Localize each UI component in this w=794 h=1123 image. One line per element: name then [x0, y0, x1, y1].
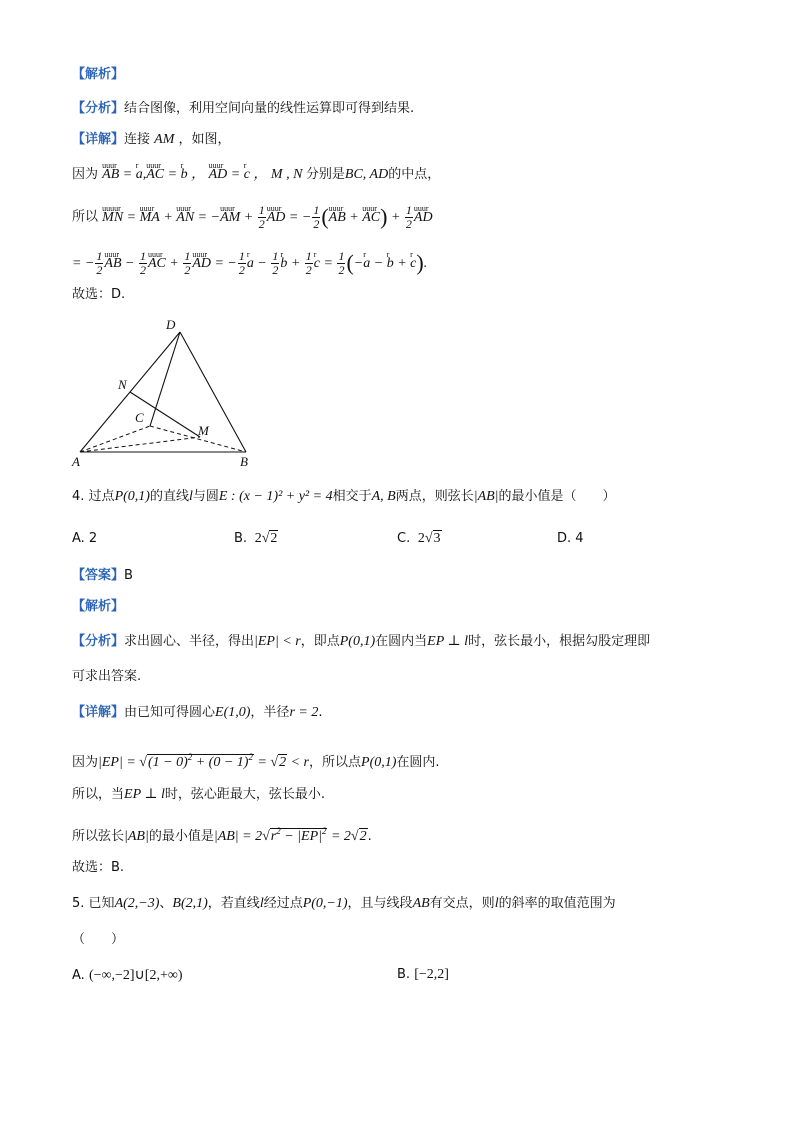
- q4-text-5: 两点，则弦长: [395, 489, 474, 504]
- answer-tag: 【答案】: [72, 568, 125, 583]
- xiangjie-text: 连接: [124, 132, 151, 147]
- q4-minval-1: 所以弦长: [72, 829, 125, 844]
- q5-option-b-label: B.: [397, 967, 411, 982]
- q4-inside-1: ，所以点: [309, 755, 362, 770]
- q4-conclusion-perp: EP ⊥ l: [124, 787, 165, 802]
- q5-text-1: 已知: [88, 896, 115, 911]
- q4-text-1: 过点: [88, 489, 115, 504]
- midpoints-end: 的中点，: [388, 167, 441, 182]
- q4-minval-2: 的最小值是: [148, 829, 214, 844]
- segments-bc-ad: BC, AD: [344, 167, 389, 182]
- q3-jiexi-heading: 【解析】: [72, 67, 125, 82]
- q5-stem: [72, 895, 616, 913]
- q4-conclusion-1: 所以，当: [72, 787, 125, 802]
- q4-circle-eq: E : (x − 1)² + y² = 4: [218, 489, 333, 504]
- q4-ep-lt-r: |EP| < r: [254, 634, 301, 649]
- q3-xiangjie: [72, 131, 231, 149]
- tetrahedron-figure: [66, 314, 266, 472]
- q4-fenxi-3: 在圆内当: [375, 634, 428, 649]
- q3-mn-expansion: [72, 204, 433, 231]
- q4-abs-ab: |AB|: [473, 489, 499, 504]
- q5-option-b-value: [−2,2]: [414, 967, 449, 982]
- q5-option-a-label: A.: [72, 968, 85, 983]
- xiangjie-tag: 【详解】: [72, 132, 125, 147]
- q4-option-b-value: 2√2: [251, 531, 278, 546]
- fenxi-tag: 【分析】: [72, 101, 125, 116]
- q4-text-6: 的最小值是（ ）: [498, 489, 616, 504]
- q5-option-a-value: (−∞,−2]∪[2,+∞): [88, 968, 183, 983]
- q4-fenxi-2: ，即点: [300, 634, 340, 649]
- label-b: B: [240, 454, 248, 469]
- q4-fenxi-line-2: 可求出答案.: [72, 669, 142, 684]
- q4-text-2: 的直线: [149, 489, 189, 504]
- q4-fenxi-1: 求出圆心、半径，得出: [124, 634, 255, 649]
- q4-option-a: A. 2: [72, 531, 98, 546]
- q4-inside-point: P(0,1): [361, 755, 397, 770]
- q5-text-6: 的斜率的取值范围为: [498, 896, 616, 911]
- q3-answer: 故选：D.: [72, 287, 126, 302]
- q4-option-c-value: 2√3: [414, 531, 441, 546]
- label-m: M: [198, 423, 209, 438]
- q5-option-b: [397, 967, 449, 983]
- q4-fenxi-4: 时，弦长最小，根据勾股定理即: [468, 634, 651, 649]
- q4-option-c-label: C.: [397, 531, 411, 546]
- q4-point-p: P(0,1): [114, 489, 150, 504]
- q5-sep: 、: [159, 896, 173, 911]
- q4-line-l: l: [188, 489, 193, 504]
- q4-distance-line: [72, 748, 440, 772]
- edge-dc: [150, 332, 180, 426]
- q4-xiangjie-1: 由已知可得圆心: [124, 705, 216, 720]
- label-c: C: [135, 410, 144, 425]
- q4-option-b: [234, 531, 278, 547]
- q4-xiangjie-2: ，半径: [250, 705, 290, 720]
- q4-text-3: 与圆: [192, 489, 219, 504]
- q5-line-l-2: l: [494, 896, 499, 911]
- q5-option-a: [72, 967, 182, 984]
- q5-line-l: l: [259, 896, 264, 911]
- q5-text-4: ，且与线段: [347, 896, 413, 911]
- q5-text-5: 有交点，则: [429, 896, 495, 911]
- q3-fenxi: [72, 100, 414, 118]
- midpoints-text: 分别是: [305, 167, 345, 182]
- mn-equation-2: = − $\frac{1}{2}$ uuur AB − $\frac{1}{2}$ uuur AC + $\frac{1}{2}$ uuur AD = − $\frac{1}{2}$ r a − $\frac{1}{2}$ r b + $\frac{1}{2}$ r c = $\frac{1}{2}$ (−r a − r b + r c).: [72, 256, 427, 271]
- q4-fenxi-tag: 【分析】: [72, 634, 125, 649]
- q4-option-c: [397, 531, 442, 547]
- q4-answer: [72, 567, 133, 585]
- answer-value: B: [124, 568, 133, 583]
- q4-minval-ab: |AB|: [124, 829, 149, 844]
- q5-paren: （ ）: [72, 932, 125, 947]
- q4-guxuan: 故选：B.: [72, 860, 125, 875]
- q5-number: 5.: [72, 896, 85, 911]
- q4-radius: r = 2: [289, 705, 319, 720]
- label-a: A: [72, 454, 80, 469]
- q4-stem: [72, 488, 616, 506]
- q3-mn-expansion-2: [72, 250, 427, 277]
- q5-text-2: ，若直线: [207, 896, 260, 911]
- q5-point-a: A(2,−3): [114, 896, 160, 911]
- q4-text-4: 相交于: [332, 489, 372, 504]
- q3-vectors-line: [72, 166, 440, 184]
- mn-equation-1: uuuur MN = uuur MA + uuur AN = −uuur AM + $\frac{1}{2}$ uuur AD = − $\frac{1}{2}$ (uuur AB + uuur AC) + $\frac{1}{2}$ uuur AD: [102, 210, 432, 225]
- q5-point-p: P(0,−1): [302, 896, 348, 911]
- q4-xiangjie-tag: 【详解】: [72, 705, 125, 720]
- q4-min-value: 所以弦长|AB|的最小值是$|AB| = 2√r^2 - |EP|^2 = 2√2$.: [72, 826, 372, 844]
- xiangjie-text-2: ，如图，: [178, 132, 231, 147]
- vector-definitions: uuur AB = r a,uuur AC = r b ， uuur AD = r c ， M , N: [102, 167, 306, 182]
- segment-am: AM: [154, 132, 175, 147]
- q4-points-ab: A, B: [371, 489, 396, 504]
- segment-am-dashed: [80, 437, 200, 452]
- label-n: N: [118, 377, 127, 392]
- q4-xiangjie: 【详解】由已知可得圆心E(1,0)，半径r = 2.: [72, 705, 323, 720]
- fenxi-text: 结合图像，利用空间向量的线性运算即可得到结果.: [124, 101, 415, 116]
- q4-because: 因为: [72, 755, 99, 770]
- q5-text-3: 经过点: [263, 896, 303, 911]
- suoyi-text: 所以: [72, 209, 99, 225]
- q4-inside-2: 在圆内.: [396, 755, 440, 770]
- q4-jiexi-heading: 【解析】: [72, 599, 125, 614]
- q4-distance-formula: $|EP| = √(1 - 0)^2 + (0 - 1)^2 = √2 < r$: [98, 752, 309, 770]
- q4-ep-perp-l: EP ⊥ l: [427, 634, 469, 649]
- q5-point-b: B(2,1): [172, 896, 208, 911]
- label-d: D: [166, 317, 176, 332]
- because-text: 因为: [72, 167, 99, 182]
- q4-conclusion-2: 时，弦心距最大，弦长最小.: [164, 787, 326, 802]
- q4-option-b-label: B.: [234, 531, 248, 546]
- q4-option-d: D. 4: [557, 531, 584, 546]
- q4-fenxi-point: P(0,1): [339, 634, 376, 649]
- q4-conclusion: [72, 786, 325, 804]
- q4-number: 4.: [72, 489, 85, 504]
- q4-minval-formula: $|AB| = 2√r^2 - |EP|^2 = 2√2$: [213, 826, 367, 844]
- q4-center: E(1,0): [215, 705, 251, 720]
- edge-db: [180, 332, 246, 452]
- q4-fenxi-line-1: [72, 633, 650, 651]
- q5-segment-ab: AB: [412, 896, 430, 911]
